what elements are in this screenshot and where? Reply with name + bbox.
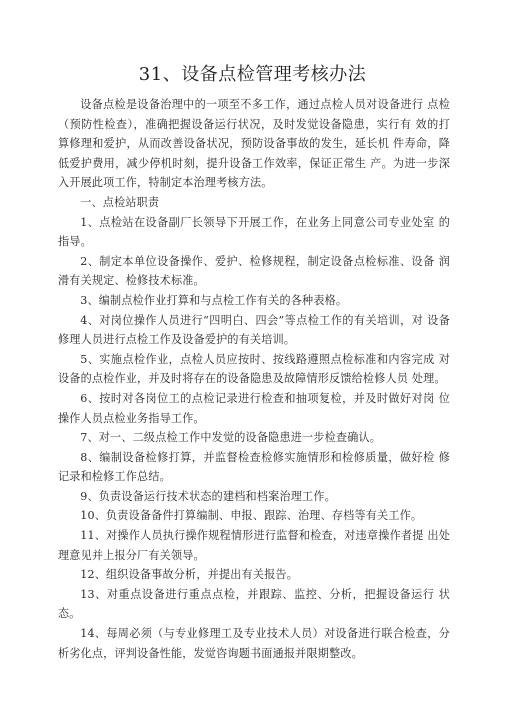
page-title: 31、设备点检管理考核办法: [138, 64, 367, 85]
duty-item-14: 14、每周必须（与专业修理工及专业技术人员）对设备进行联合检查，分析劣化点，评判设备性能，发觉咨询题书面通报并限期整改。: [58, 627, 450, 660]
duty-item-1: 1、点检站在设备副厂长领导下开展工作，在业务上同意公司专业处室 的指导。: [58, 215, 450, 249]
duty-item-13: 13、对重点设备进行重点点检，并跟踪、监控、分析，把握设备运行 状态。: [58, 587, 450, 621]
duty-item-6: 6、按时对各岗位工的点检记录进行检查和抽项复检，并及时做好对岗 位操作人员点检业务指导工作。: [58, 391, 450, 425]
duty-item-9: 9、负责设备运行技术状态的建档和档案治理工作。: [80, 489, 336, 503]
duty-item-11: 11、对操作人员执行操作规程情形进行监督和检查，对违章操作者提 出处理意见并上报分厂有关领导。: [58, 529, 450, 562]
duty-item-2: 2、制定本单位设备操作、爱护、检修规程，制定设备点检标准、设备 润滑有关规定、检修技术标准。: [58, 254, 450, 288]
duty-item-5: 5、实施点检作业，点检人员应按时、按线路遵照点检标准和内容完成 对设备的点检作业，并及时将存在的设备隐患及故障情形反馈给检修人员 处理。: [58, 352, 450, 386]
duty-item-10: 10、负责设备备件打算编制、申报、跟踪、治理、存档等有关工作。: [80, 509, 423, 523]
duty-item-12: 12、组织设备事故分析，并提出有关报告。: [80, 568, 298, 582]
section-heading: 一、点检站职责: [80, 195, 160, 209]
duty-item-4: 4、对岗位操作人员进行“四明白、四会”等点检工作的有关培训，对 设备修理人员进行点检工作及设备爱护的有关培训。: [58, 313, 450, 347]
duty-item-7: 7、对一、二级点检工作中发觉的设备隐患进一步检查确认。: [80, 431, 382, 445]
intro-paragraph: 设备点检是设备治理中的一项至不多工作，通过点检人员对设备进行 点检（预防性检查），准确把握设备运行状况，及时发觉设备隐患，实行有 效的打算修理和爱护，从而改善设备状况，预防设备事故的发生，延长机 件寿命，降低爱护费用，减少停机时刻，提升设备工作效率，保证正常生 产。为进一步深入开展此项工作，特制定本治理考核方法。: [58, 98, 450, 190]
duty-item-3: 3、编制点检作业打算和与点检工作有关的各种表格。: [80, 293, 348, 307]
document-body: [58, 95, 450, 663]
duty-item-8: 8、编制设备检修打算，并监督检查检修实施情形和检修质量，做好检 修记录和检修工作总结。: [58, 450, 450, 484]
